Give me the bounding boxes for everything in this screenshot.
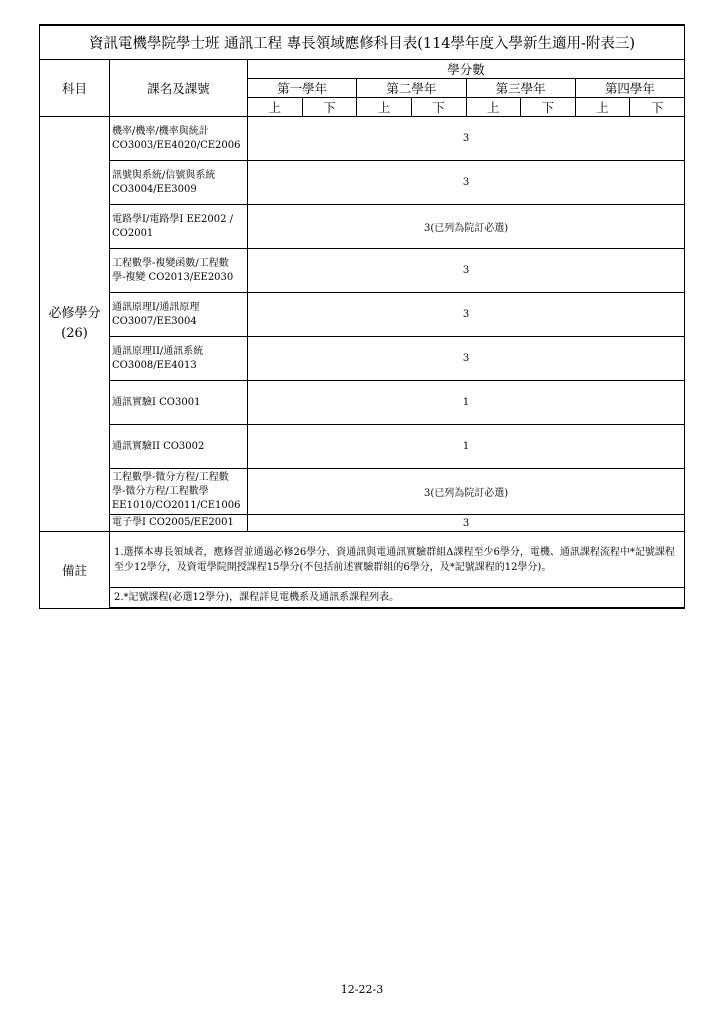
table-row (40, 515, 685, 532)
semester-upper: 上 (466, 98, 521, 117)
semester-upper: 上 (248, 98, 303, 117)
notes-label: 備註 (40, 532, 110, 609)
table-row (40, 293, 685, 337)
required-count: (26) (61, 326, 88, 341)
course-credit: 1 (248, 425, 685, 469)
course-credit: 3 (248, 117, 685, 161)
course-credit: 3 (248, 515, 685, 532)
credits-header: 學分數 (248, 60, 685, 79)
note-item: 2.*記號課程(必選12學分)，課程詳見電機系及通訊系課程列表。 (110, 588, 685, 609)
course-requirement-document (39, 24, 684, 609)
year-4-header: 第四學年 (575, 79, 684, 98)
table-row (40, 161, 685, 205)
course-name: 機率/機率/機率與統計 CO3003/EE4020/CE2006 (110, 117, 248, 161)
required-label: 必修學分 (48, 306, 101, 321)
semester-upper: 上 (575, 98, 630, 117)
semester-upper: 上 (357, 98, 412, 117)
course-credit: 3 (248, 161, 685, 205)
course-name: 工程數學-複變函數/工程數 學-複變 CO2013/EE2030 (110, 249, 248, 293)
year-2-header: 第二學年 (357, 79, 466, 98)
course-credit: 3(已列為院訂必選) (248, 469, 685, 515)
year-1-header: 第一學年 (248, 79, 357, 98)
table-title: 資訊電機學院學士班 通訊工程 專長領域應修科目表(114學年度入學新生適用-附表三) (40, 25, 685, 60)
course-credit: 3 (248, 337, 685, 381)
course-name: 工程數學-微分方程/工程數 學-微分方程/工程數學 EE1010/CO2011/CE1006 (110, 469, 248, 515)
table-row (40, 425, 685, 469)
subject-header: 科目 (40, 60, 110, 117)
course-name: 通訊實驗II CO3002 (110, 425, 248, 469)
required-credits-cell (40, 117, 110, 532)
table-row (40, 205, 685, 249)
table-row (40, 381, 685, 425)
table-row (40, 337, 685, 381)
page-number: 12-22-3 (340, 983, 384, 996)
course-credit: 3(已列為院訂必選) (248, 205, 685, 249)
course-name: 電子學I CO2005/EE2001 (110, 515, 248, 532)
course-credit: 3 (248, 293, 685, 337)
course-credit: 3 (248, 249, 685, 293)
course-name: 電路學I/電路學I EE2002 / CO2001 (110, 205, 248, 249)
table-row (40, 469, 685, 515)
course-credit: 1 (248, 381, 685, 425)
semester-lower: 下 (302, 98, 357, 117)
course-name: 通訊實驗I CO3001 (110, 381, 248, 425)
course-name: 通訊原理II/通訊系統 CO3008/EE4013 (110, 337, 248, 381)
note-item: 1.選擇本專長領域者，應修習並通過必修26學分、資通訊與電通訊實驗群組Δ課程至少6學分，電機、通訊課程流程中*記號課程至少12學分，及資電學院開授課程15學分(不包括前述實驗群組的6學分，及*記號課程的12學分)。 (110, 532, 685, 588)
semester-lower: 下 (521, 98, 576, 117)
table-row (40, 249, 685, 293)
course-header: 課名及課號 (110, 60, 248, 117)
course-name: 通訊原理I/通訊原理 CO3007/EE3004 (110, 293, 248, 337)
course-name: 訊號與系統/信號與系統 CO3004/EE3009 (110, 161, 248, 205)
semester-lower: 下 (630, 98, 685, 117)
notes-row (40, 588, 685, 609)
semester-lower: 下 (411, 98, 466, 117)
course-table (39, 24, 685, 609)
notes-row (40, 532, 685, 588)
year-3-header: 第三學年 (466, 79, 575, 98)
table-row (40, 117, 685, 161)
